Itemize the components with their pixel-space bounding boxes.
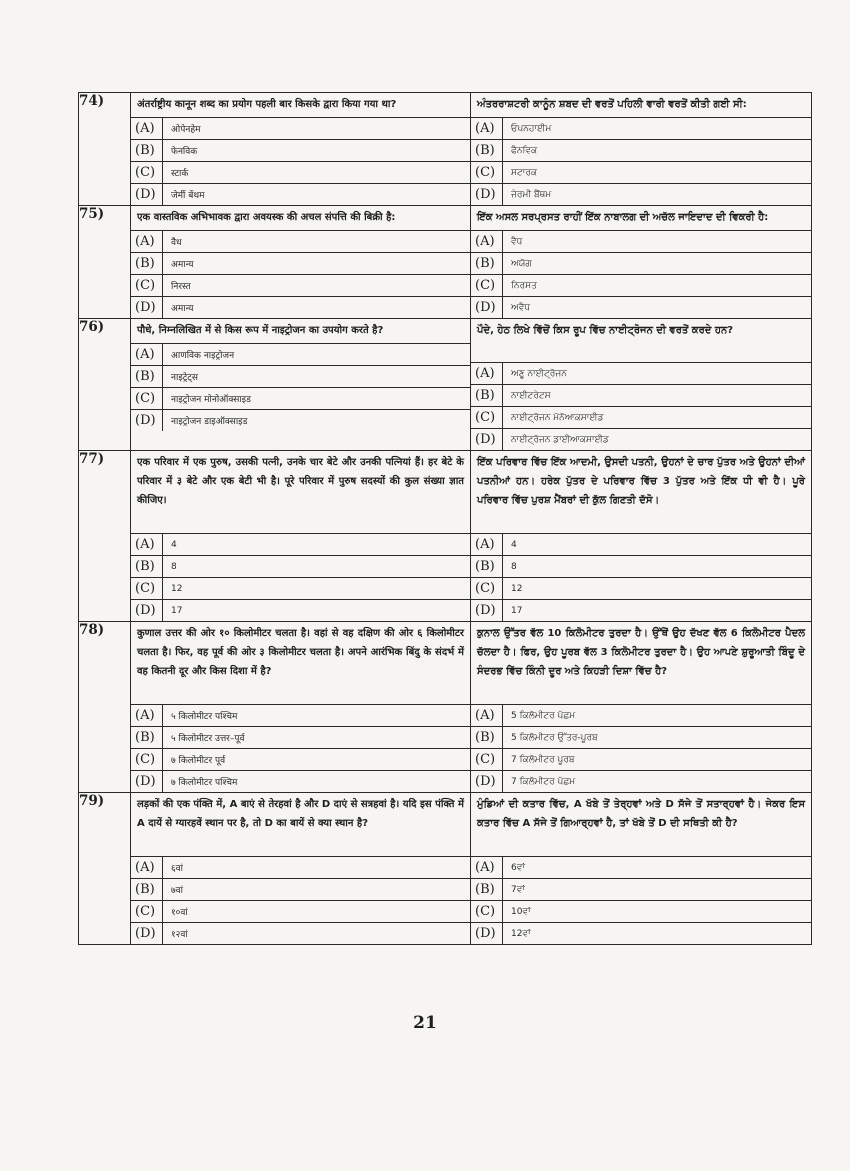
option-label: (C)	[131, 275, 163, 296]
option-label: (D)	[471, 771, 503, 792]
option-text: 7 ਕਿਲੋਮੀਟਰ ਪੂਰਬ	[511, 754, 575, 765]
option-label: (D)	[471, 184, 503, 205]
option-text: 4	[511, 539, 517, 550]
option-text: 5 ਕਿਲੋਮੀਟਰ ਪੱਛਮ	[511, 710, 576, 721]
page-number: 21	[413, 1013, 437, 1033]
option-label: (B)	[471, 253, 503, 274]
hindi-cell	[131, 451, 471, 622]
option-b	[471, 252, 811, 274]
option-a	[471, 117, 811, 139]
option-label: (B)	[131, 140, 163, 161]
option-text: ७ किलोमीटर पश्चिम	[171, 778, 238, 788]
option-label: (C)	[471, 578, 503, 599]
option-d	[131, 922, 470, 944]
option-text: 17	[171, 605, 183, 616]
option-b	[131, 365, 470, 387]
option-label: (A)	[471, 705, 503, 726]
option-a	[131, 117, 470, 139]
question-text-hindi: कुणाल उत्तर की ओर १० किलोमीटर चलता है। वहां से वह दक्षिण की ओर ६ किलोमीटर चलता है। फिर, वह पूर्व की ओर ३ किलोमीटर चलता है। अपने आरंभिक बिंदु के संदर्भ में वह कितनी दूर और किस दिशा में है?	[137, 628, 464, 677]
option-label: (A)	[471, 118, 503, 139]
option-label: (D)	[471, 429, 503, 450]
option-text: 12	[171, 583, 183, 594]
option-text: ७वां	[171, 886, 184, 896]
option-label: (B)	[471, 556, 503, 577]
option-a	[471, 362, 811, 384]
option-text: नाइट्रोजन डाइऑक्साइड	[171, 417, 248, 427]
option-text: नाइट्रोजन मोनोऑक्साइड	[171, 395, 251, 405]
option-text: नाइट्रेट्स	[171, 373, 198, 383]
question-number: 75)	[79, 206, 131, 319]
option-text: ਨਾਈਟਰੇਟਸ	[511, 390, 551, 401]
option-label: (B)	[471, 727, 503, 748]
option-label: (D)	[131, 600, 163, 621]
option-label: (B)	[131, 366, 163, 387]
option-label: (A)	[131, 118, 163, 139]
option-a	[471, 230, 811, 252]
option-d	[131, 296, 470, 318]
question-text-hindi: लड़कों की एक पंक्ति में, A बाएं से तेरहवां है और D दाएं से सत्रहवां है। यदि इस पंक्ति में A दायें से ग्यारहवें स्थान पर है, तो D का बायें से क्या स्थान है?	[137, 799, 464, 829]
option-c	[131, 748, 470, 770]
option-label: (D)	[131, 297, 163, 318]
option-b	[471, 384, 811, 406]
option-label: (B)	[131, 727, 163, 748]
option-text: स्टार्क	[171, 169, 189, 179]
option-text: 8	[171, 561, 177, 572]
option-label: (D)	[131, 410, 163, 431]
punjabi-cell	[471, 319, 812, 451]
option-label: (B)	[471, 140, 503, 161]
option-text: ५ किलोमीटर पश्चिम	[171, 712, 238, 722]
option-d	[471, 428, 811, 450]
option-label: (A)	[131, 857, 163, 878]
question-text-hindi: एक वास्तविक अभिभावक द्वारा अवयस्क की अचल संपत्ति की बिक्री है:	[137, 212, 396, 223]
option-label: (A)	[131, 344, 163, 365]
option-label: (C)	[131, 901, 163, 922]
option-label: (C)	[471, 162, 503, 183]
question-row	[79, 793, 812, 945]
option-b	[471, 139, 811, 161]
option-text: ਵੈਧ	[511, 236, 523, 247]
option-b	[471, 555, 811, 577]
question-sheet	[78, 92, 811, 945]
option-label: (C)	[131, 162, 163, 183]
option-text: 17	[511, 605, 523, 616]
question-row	[79, 451, 812, 622]
question-text-punjabi: ਇੱਕ ਅਸਲ ਸਰਪ੍ਰਸਤ ਰਾਹੀਂ ਇੱਕ ਨਾਬਾਲਗ ਦੀ ਅਚੱਲ ਜਾਇਦਾਦ ਦੀ ਵਿਕਰੀ ਹੈ:	[477, 212, 769, 223]
option-text: फेनविक	[171, 147, 198, 157]
option-d	[471, 183, 811, 205]
option-text: ਨਾਈਟ੍ਰੋਜਨ ਡਾਈਆਕਸਾਈਡ	[511, 434, 609, 445]
option-label: (B)	[131, 879, 163, 900]
hindi-cell	[131, 93, 471, 206]
option-text: 6ਵਾਂ	[511, 862, 525, 873]
questions-table	[78, 92, 812, 945]
option-text: ५ किलोमीटर उत्तर–पूर्व	[171, 734, 245, 744]
option-text: 10ਵਾਂ	[511, 906, 531, 917]
punjabi-cell	[471, 206, 812, 319]
option-label: (A)	[471, 363, 503, 384]
option-b	[131, 139, 470, 161]
option-d	[131, 599, 470, 621]
option-label: (B)	[131, 253, 163, 274]
option-c	[131, 274, 470, 296]
option-b	[131, 555, 470, 577]
option-text: अमान्य	[171, 260, 194, 270]
option-text: 4	[171, 539, 177, 550]
question-number: 74)	[79, 93, 131, 206]
option-label: (A)	[471, 857, 503, 878]
option-c	[471, 274, 811, 296]
option-a	[131, 533, 470, 555]
option-text: ਅਵੈਧ	[511, 302, 531, 313]
option-d	[131, 183, 470, 205]
option-label: (D)	[131, 771, 163, 792]
option-label: (A)	[471, 534, 503, 555]
question-text-punjabi: ਅੰਤਰਰਾਸ਼ਟਰੀ ਕਾਨੂੰਨ ਸ਼ਬਦ ਦੀ ਵਰਤੋਂ ਪਹਿਲੀ ਵਾਰੀ ਵਰਤੋਂ ਕੀਤੀ ਗਈ ਸੀ:	[477, 99, 747, 110]
question-text-punjabi: ਕੁਨਾਲ ਉੱਤਰ ਵੱਲ 10 ਕਿਲੋਮੀਟਰ ਤੁਰਦਾ ਹੈ। ਉੱਥੋਂ ਉਹ ਦੱਖਣ ਵੱਲ 6 ਕਿਲੋਮੀਟਰ ਪੈਦਲ ਚੱਲਦਾ ਹੈ। ਫਿਰ, ਉਹ ਪੂਰਬ ਵੱਲ 3 ਕਿਲੋਮੀਟਰ ਤੁਰਦਾ ਹੈ। ਉਹ ਆਪਣੇ ਸ਼ੁਰੂਆਤੀ ਬਿੰਦੂ ਦੇ ਸੰਦਰਭ ਵਿੱਚ ਕਿੰਨੀ ਦੂਰ ਅਤੇ ਕਿਹੜੀ ਦਿਸ਼ਾ ਵਿੱਚ ਹੈ?	[477, 628, 805, 677]
option-text: ਨਿਰਸਤ	[511, 280, 537, 291]
option-text: ६वां	[171, 864, 184, 874]
option-a	[471, 704, 811, 726]
option-a	[471, 856, 811, 878]
option-d	[471, 770, 811, 792]
option-a	[131, 704, 470, 726]
question-row	[79, 319, 812, 451]
option-label: (C)	[131, 578, 163, 599]
option-text: ਅਣੂ ਨਾਈਟ੍ਰੋਜਨ	[511, 368, 567, 379]
option-c	[471, 406, 811, 428]
option-text: ओपेनहेम	[171, 125, 201, 135]
question-text-punjabi: ਇੱਕ ਪਰਿਵਾਰ ਵਿੱਚ ਇੱਕ ਆਦਮੀ, ਉਸਦੀ ਪਤਨੀ, ਉਹਨਾਂ ਦੇ ਚਾਰ ਪੁੱਤਰ ਅਤੇ ਉਹਨਾਂ ਦੀਆਂ ਪਤਨੀਆਂ ਹਨ। ਹਰੇਕ ਪੁੱਤਰ ਦੇ ਪਰਿਵਾਰ ਵਿੱਚ 3 ਪੁੱਤਰ ਅਤੇ ਇੱਕ ਧੀ ਵੀ ਹੈ। ਪੂਰੇ ਪਰਿਵਾਰ ਵਿੱਚ ਪੁਰਸ਼ ਮੈਂਬਰਾਂ ਦੀ ਕੁੱਲ ਗਿਣਤੀ ਦੱਸੋ।	[477, 457, 805, 506]
hindi-cell	[131, 206, 471, 319]
option-d	[131, 409, 470, 431]
option-text: १२वां	[171, 930, 188, 940]
option-text: निरस्त	[171, 282, 191, 292]
question-text-punjabi: ਮੁੰਡਿਆਂ ਦੀ ਕਤਾਰ ਵਿੱਚ, A ਖੱਬੇ ਤੋਂ ਤੇਰ੍ਹਵਾਂ ਅਤੇ D ਸੱਜੇ ਤੋਂ ਸਤਾਰ੍ਹਵਾਂ ਹੈ। ਜੇਕਰ ਇਸ ਕਤਾਰ ਵਿੱਚ A ਸੱਜੇ ਤੋਂ ਗਿਆਰ੍ਹਵਾਂ ਹੈ, ਤਾਂ ਖੱਬੇ ਤੋਂ D ਦੀ ਸਥਿਤੀ ਕੀ ਹੈ?	[477, 799, 805, 829]
option-label: (C)	[131, 749, 163, 770]
question-number: 79)	[79, 793, 131, 945]
option-c	[131, 387, 470, 409]
option-text: ਓਪਨਹਾਈਮ	[511, 123, 552, 134]
option-c	[471, 748, 811, 770]
option-b	[471, 726, 811, 748]
option-c	[471, 161, 811, 183]
option-label: (A)	[471, 231, 503, 252]
question-row	[79, 206, 812, 319]
option-text: वैध	[171, 238, 182, 248]
option-text: ਨਾਈਟ੍ਰੋਜਨ ਮੋਨੋਆਕਸਾਈਡ	[511, 412, 604, 423]
option-text: 7ਵਾਂ	[511, 884, 525, 895]
option-label: (D)	[471, 600, 503, 621]
option-b	[131, 878, 470, 900]
option-label: (C)	[471, 407, 503, 428]
option-label: (D)	[131, 923, 163, 944]
option-label: (A)	[131, 534, 163, 555]
option-b	[471, 878, 811, 900]
question-number: 77)	[79, 451, 131, 622]
option-label: (B)	[131, 556, 163, 577]
option-d	[131, 770, 470, 792]
hindi-cell	[131, 319, 471, 451]
question-number: 76)	[79, 319, 131, 451]
option-label: (C)	[471, 901, 503, 922]
option-text: ਫੈਨਵਿਕ	[511, 145, 538, 156]
option-label: (A)	[131, 705, 163, 726]
option-label: (C)	[471, 275, 503, 296]
option-d	[471, 296, 811, 318]
hindi-cell	[131, 793, 471, 945]
option-c	[131, 900, 470, 922]
option-c	[471, 577, 811, 599]
option-a	[131, 343, 470, 365]
option-label: (B)	[471, 879, 503, 900]
question-text-hindi: अंतर्राष्ट्रीय कानून शब्द का प्रयोग पहली बार किसके द्वारा किया गया था?	[137, 99, 397, 110]
punjabi-cell	[471, 622, 812, 793]
option-label: (D)	[131, 184, 163, 205]
option-text: ७ किलोमीटर पूर्व	[171, 756, 226, 766]
option-label: (C)	[131, 388, 163, 409]
question-row	[79, 93, 812, 206]
option-label: (C)	[471, 749, 503, 770]
option-a	[471, 533, 811, 555]
hindi-cell	[131, 622, 471, 793]
question-text-hindi: पौधे, निम्नलिखित में से किस रूप में नाइट्रोजन का उपयोग करते है?	[137, 325, 384, 336]
option-text: 8	[511, 561, 517, 572]
option-b	[131, 726, 470, 748]
option-a	[131, 856, 470, 878]
option-text: ਸਟਾਰਕ	[511, 167, 538, 178]
option-label: (D)	[471, 297, 503, 318]
option-c	[131, 161, 470, 183]
option-text: आणविक नाइट्रोजन	[171, 351, 235, 361]
option-c	[131, 577, 470, 599]
option-label: (B)	[471, 385, 503, 406]
option-label: (D)	[471, 923, 503, 944]
option-text: 7 ਕਿਲੋਮੀਟਰ ਪੱਛਮ	[511, 776, 576, 787]
question-text-hindi: एक परिवार में एक पुरुष, उसकी पत्नी, उनके चार बेटे और उनकी पत्नियां हैं। हर बेटे के परिवार में ३ बेटे और एक बेटी भी है। पूरे परिवार में पुरुष सदस्यों की कुल संख्या ज्ञात कीजिए।	[137, 457, 464, 506]
option-text: 12ਵਾਂ	[511, 928, 531, 939]
option-c	[471, 900, 811, 922]
option-b	[131, 252, 470, 274]
punjabi-cell	[471, 451, 812, 622]
punjabi-cell	[471, 93, 812, 206]
option-d	[471, 922, 811, 944]
option-a	[131, 230, 470, 252]
option-text: १०वां	[171, 908, 188, 918]
option-text: 12	[511, 583, 523, 594]
option-text: ਜੇਰਮੀ ਬੈਂਥਮ	[511, 189, 552, 200]
option-d	[471, 599, 811, 621]
question-row	[79, 622, 812, 793]
question-text-punjabi: ਪੌਦੇ, ਹੇਠ ਲਿਖੇ ਵਿੱਚੋਂ ਕਿਸ ਰੂਪ ਵਿੱਚ ਨਾਈਟ੍ਰੋਜਨ ਦੀ ਵਰਤੋਂ ਕਰਦੇ ਹਨ?	[477, 325, 734, 336]
punjabi-cell	[471, 793, 812, 945]
option-text: ਅਯੋਗ	[511, 258, 532, 269]
option-text: अमान्य	[171, 304, 194, 314]
question-number: 78)	[79, 622, 131, 793]
option-label: (A)	[131, 231, 163, 252]
option-text: जेर्मी बेंथम	[171, 191, 205, 201]
option-text: 5 ਕਿਲੋਮੀਟਰ ਉੱਤਰ-ਪੂਰਬ	[511, 732, 598, 743]
